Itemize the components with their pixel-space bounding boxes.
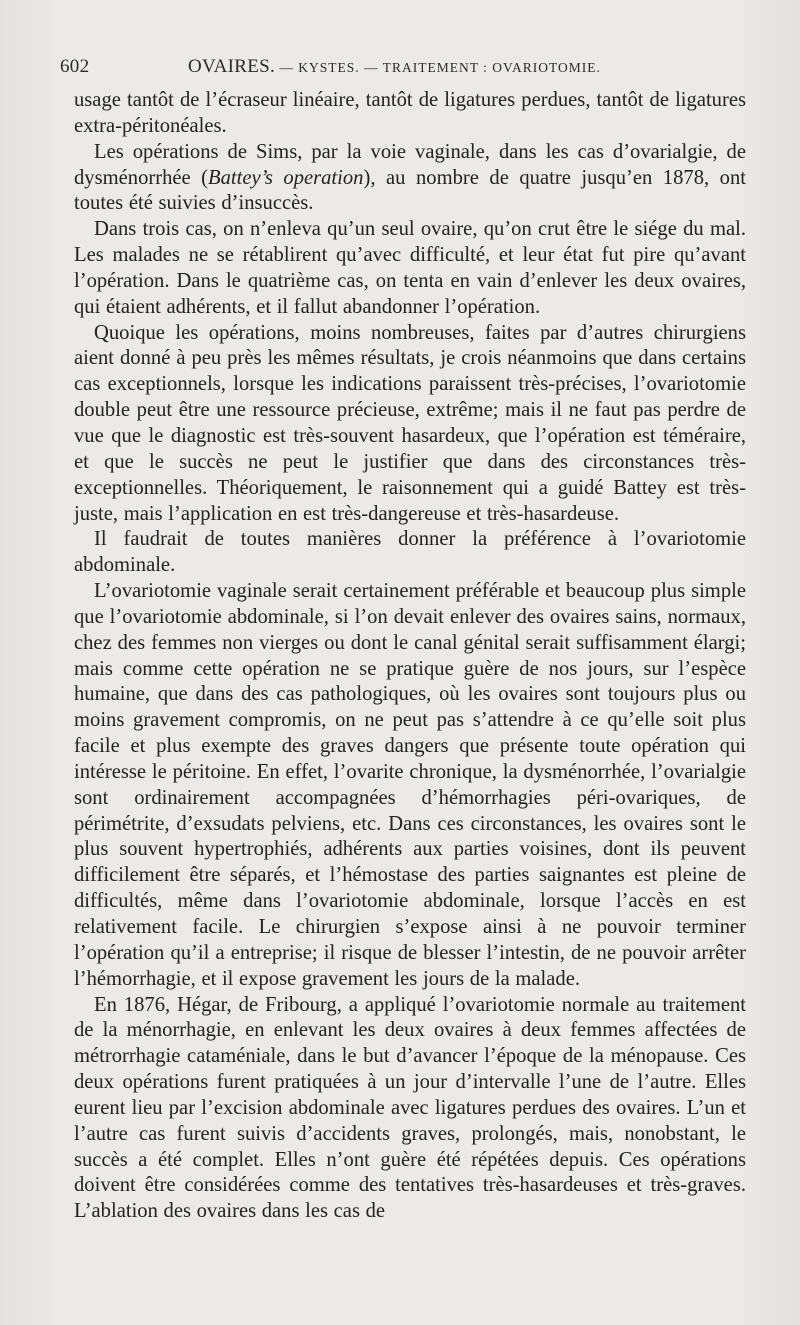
paragraph-5: Il faudrait de toutes manières donner la préférence à l’ovariotomie abdominale. (74, 528, 746, 577)
running-title (188, 56, 601, 78)
paragraph-2-before: Les opérations de Sims, par la voie vaginale, dans les cas d’ovarialgie, de dysménorrhée ( (74, 140, 746, 189)
paragraph-2 (74, 140, 746, 218)
title-separator-1: — (275, 60, 299, 75)
title-separator-2: — (359, 60, 383, 75)
battey-operation-italic: Battey’s operation (208, 166, 364, 189)
paragraph-3: Dans trois cas, on n’enleva qu’un seul ovaire, qu’on crut être le siége du mal. Les malades ne se rétablirent qu’avec difficulté, et leur état fut pire qu’avant l’opération. Dans le quatrième cas, on tenta en vain d’enlever les deux ovaires, qui étaient adhérents, et il fallut abandonner l’opération. (74, 218, 746, 318)
paragraph-6: L’ovariotomie vaginale serait certainement préférable et beaucoup plus simple que l’ovariotomie abdominale, si l’on devait enlever des ovaires sains, normaux, chez des femmes non vierges ou dont le canal génital serait suffisamment élargi; mais comme cette opération ne se pratique guère de nos jours, sur l’espèce humaine, que dans des cas pathologiques, où les ovaires sont toujours plus ou moins gravement compromis, on ne peut pas s’attendre à ce qu’elle soit plus facile et plus exempte des graves dangers que présente toute opération qui intéresse le péritoine. En effet, l’ovarite chronique, la dysménorrhée, l’ovarialgie sont ordinairement accompagnées d’hémorrhagies péri-ovariques, de périmétrite, d’exsudats pelviens, etc. Dans ces circonstances, les ovaires sont le plus souvent hypertrophiés, adhérents aux parties voisines, dont ils peuvent difficilement être séparés, et l’hémostase des parties saignantes est pleine de difficultés, même dans l’ovariotomie abdominale, lorsque l’accès en est relativement facile. Le chirurgien s’expose ainsi à ne pouvoir terminer l’opération qu’il a entreprise; il risque de blesser l’intestin, de ne pouvoir arrêter l’hémorrhagie, et il expose gravement les jours de la malade. (74, 580, 746, 990)
paragraph-4: Quoique les opérations, moins nombreuses, faites par d’autres chirurgiens aient donné à peu près les mêmes résultats, je crois néanmoins que dans certains cas exceptionnels, lorsque les indications paraissent très-précises, l’ovariotomie double peut être une ressource précieuse, extrême; mais il ne faut pas perdre de vue que le diagnostic est très-souvent hasardeux, que l’opération est téméraire, et que le succès ne peut le justifier que dans des circonstances très-exceptionnelles. Théoriquement, le raisonnement qui a guidé Battey est très-juste, mais l’application en est très-dangereuse et très-hasardeuse. (74, 321, 746, 525)
paragraph-1: usage tantôt de l’écraseur linéaire, tantôt de ligatures perdues, tantôt de ligatures extra-péritonéales. (74, 89, 746, 137)
paragraph-7: En 1876, Hégar, de Fribourg, a appliqué l’ovariotomie normale au traitement de la ménorrhagie, en enlevant les deux ovaires à deux femmes affectées de métrorrhagie cataméniale, dans le but d’avancer l’époque de la ménopause. Ces deux opérations furent pratiquées à un jour d’intervalle l’une de l’autre. Elles eurent lieu par l’excision abdominale avec ligatures perdues des ovaires. L’un et l’autre cas furent suivis d’accidents graves, prolongés, mais, nonobstant, le succès a été complet. Elles n’ont guère été répétées depuis. Ces opérations doivent être considérées comme des tentatives très-hasardeuses et très-graves. L’ablation des ovaires dans les cas de (74, 993, 746, 1223)
paragraph-2-after: ), au nombre de quatre jusqu’en 1878, ont toutes été suivies d’insuccès. (74, 166, 746, 215)
title-main: OVAIRES. (188, 56, 276, 77)
running-header (60, 56, 750, 82)
page-number: 602 (60, 56, 90, 77)
body-text (74, 88, 746, 1225)
title-sub-2: TRAITEMENT : OVARIOTOMIE. (382, 60, 601, 75)
title-sub-1: KYSTES. (298, 60, 360, 75)
